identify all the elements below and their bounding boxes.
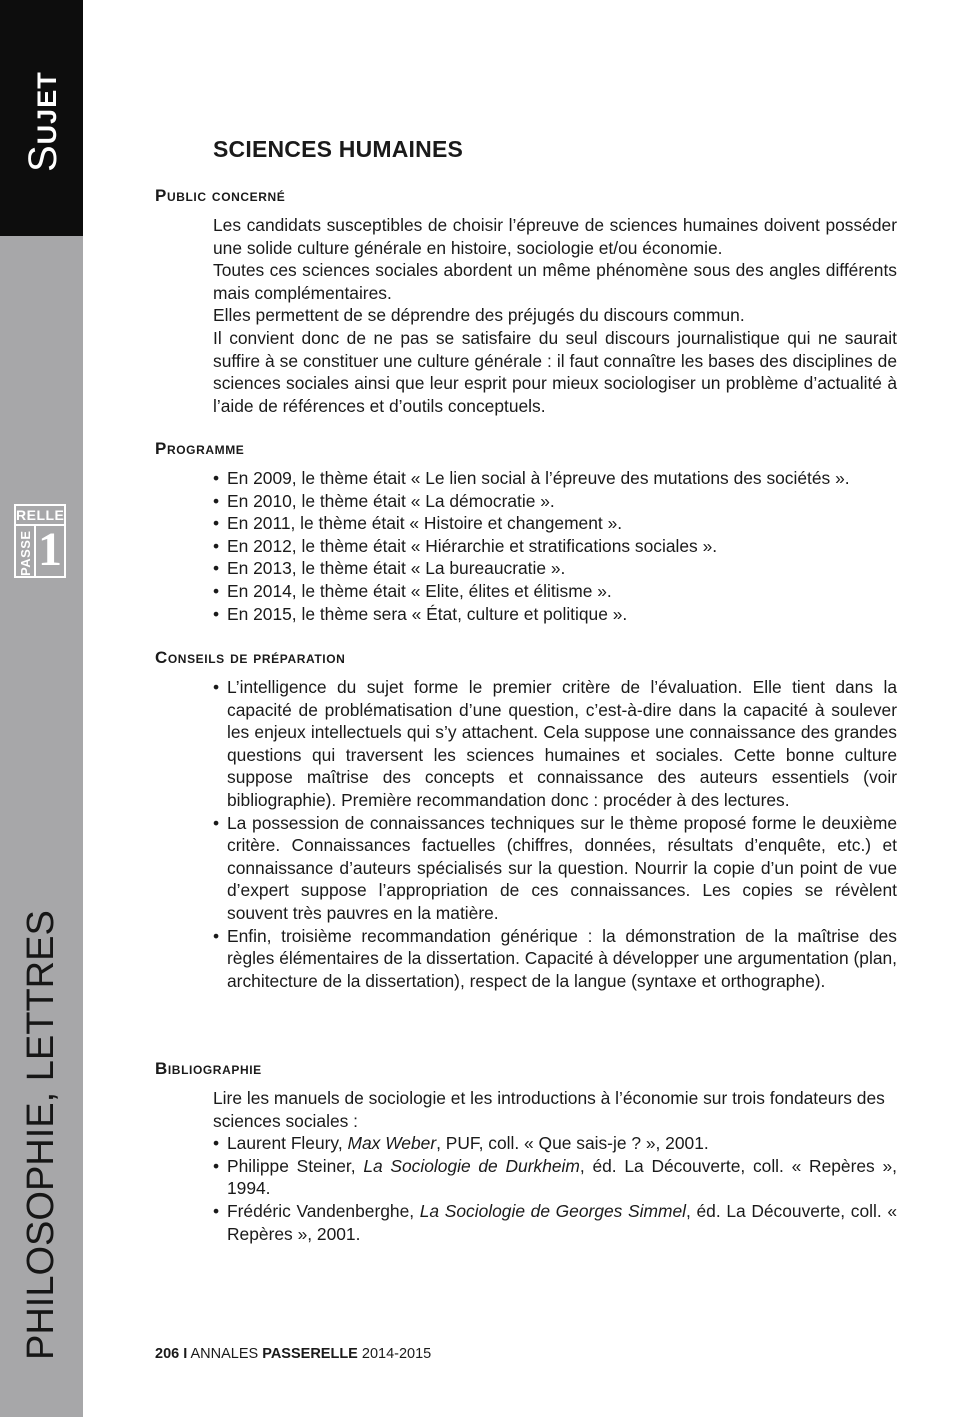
logo-number: 1 xyxy=(34,524,64,576)
list-item: • En 2009, le thème était « Le lien social à l’épreuve des mutations des sociétés ». xyxy=(213,467,897,490)
sujet-initial: S xyxy=(21,144,65,172)
bibliographie-text xyxy=(213,1087,897,1245)
page-footer xyxy=(155,1344,431,1364)
list-item: • En 2015, le thème sera « État, culture et politique ». xyxy=(213,603,897,626)
list-item: • L’intelligence du sujet forme le premier critère de l’évaluation. Elle tient dans la capacité de problématisation d’une question, c’est-à-dire dans la capacité à soulever les enjeux intellectuels qui s’y attachent. Cela suppose une connaissance des grandes questions qui traversent les sciences humaines et sociales. Cette bonne culture suppose maîtrise des concepts et connaissance des auteurs essentiels (voir bibliographie). Première recommandation donc : procéder à des lectures. xyxy=(213,676,897,812)
bib-title: La Sociologie de Georges Simmel xyxy=(419,1200,686,1221)
heading-conseils: Conseils de préparation xyxy=(155,648,346,667)
bib-details: , éd. La Découverte, coll. « Repères », 1994. xyxy=(227,1155,897,1199)
list-item: • En 2010, le thème était « La démocratie ». xyxy=(213,490,897,513)
list-item: • En 2014, le thème était « Elite, élites et élitisme ». xyxy=(213,580,897,603)
footer-years: 2014-2015 xyxy=(361,1346,432,1362)
page-number: 206 xyxy=(155,1346,180,1362)
passerelle-logo xyxy=(14,504,66,578)
heading-public: Public concerné xyxy=(155,186,286,205)
logo-side-text: PASSE xyxy=(18,530,33,576)
list-item: • En 2011, le thème était « Histoire et changement ». xyxy=(213,512,897,535)
footer-annales: ANNALES xyxy=(190,1346,259,1362)
heading-programme: Programme xyxy=(155,439,245,458)
sujet-tab xyxy=(20,71,70,172)
footer-brand: PASSERELLE xyxy=(262,1346,358,1362)
list-item xyxy=(213,1132,897,1155)
public-paragraph: Elles permettent de se déprendre des préjugés du discours commun. xyxy=(213,305,745,326)
bib-author: Laurent Fleury, xyxy=(227,1133,348,1154)
public-paragraph: Toutes ces sciences sociales abordent un même phénomène sous des angles différents mais complémentaires. xyxy=(213,260,897,303)
list-item xyxy=(213,1200,897,1245)
section-tab: PHILOSOPHIE, LETTRES xyxy=(20,910,62,1360)
list-item: • En 2013, le thème était « La bureaucratie ». xyxy=(213,557,897,580)
conseils-list xyxy=(213,676,897,992)
sujet-rest: UJET xyxy=(32,71,62,145)
public-paragraph: Il convient donc de ne pas se satisfaire du seul discours journalistique qui ne saurait suffire à se constituer une culture générale : il faut connaître les bases des disciplines de sciences sociales ainsi que leur esprit pour mieux sociologiser un problème d’actualité à l’aide de références et d’outils conceptuels. xyxy=(213,327,897,416)
public-paragraph: Les candidats susceptibles de choisir l’épreuve de sciences humaines doivent posséder une solide culture générale en histoire, sociologie et/ou économie. xyxy=(213,215,897,258)
programme-list xyxy=(213,467,897,625)
list-item: • La possession de connaissances techniques sur le thème proposé forme le deuxième critère. Connaissances factuelles (chiffres, données, résultats d’enquête, etc.) et connaissance d’auteurs spécialisés sur la question. Nourrir la copie d’un point de vue d’expert suppose l’appropriation de ces connaissances. Les copies se révèlent souvent très pauvres en la matière. xyxy=(213,812,897,925)
bib-details: , éd. La Découverte, coll. « Repères », 2001. xyxy=(227,1200,898,1244)
bib-details: , PUF, coll. « Que sais-je ? », 2001. xyxy=(436,1133,709,1154)
bib-author: Frédéric Vandenberghe, xyxy=(227,1200,420,1221)
list-item xyxy=(213,1155,897,1200)
bib-title: Max Weber xyxy=(347,1133,437,1154)
list-item: • Enfin, troisième recommandation générique : la démonstration de la maîtrise des règles élémentaires de la dissertation. Capacité à développer une argumentation (plan, architecture de la dissertation), respect de la langue (syntaxe et orthographe). xyxy=(213,925,897,993)
logo-top-text: RELLE xyxy=(16,506,64,526)
bib-title: La Sociologie de Durkheim xyxy=(363,1155,580,1176)
page-title: SCIENCES HUMAINES xyxy=(213,136,464,162)
list-item: • En 2012, le thème était « Hiérarchie et stratifications sociales ». xyxy=(213,535,897,558)
bib-author: Philippe Steiner, xyxy=(227,1155,364,1176)
public-text xyxy=(213,214,897,417)
bibliographie-intro: Lire les manuels de sociologie et les introductions à l’économie sur trois fondateurs des sciences sociales : xyxy=(213,1088,885,1131)
heading-bibliographie: Bibliographie xyxy=(155,1059,262,1078)
footer-separator: I xyxy=(183,1346,188,1362)
